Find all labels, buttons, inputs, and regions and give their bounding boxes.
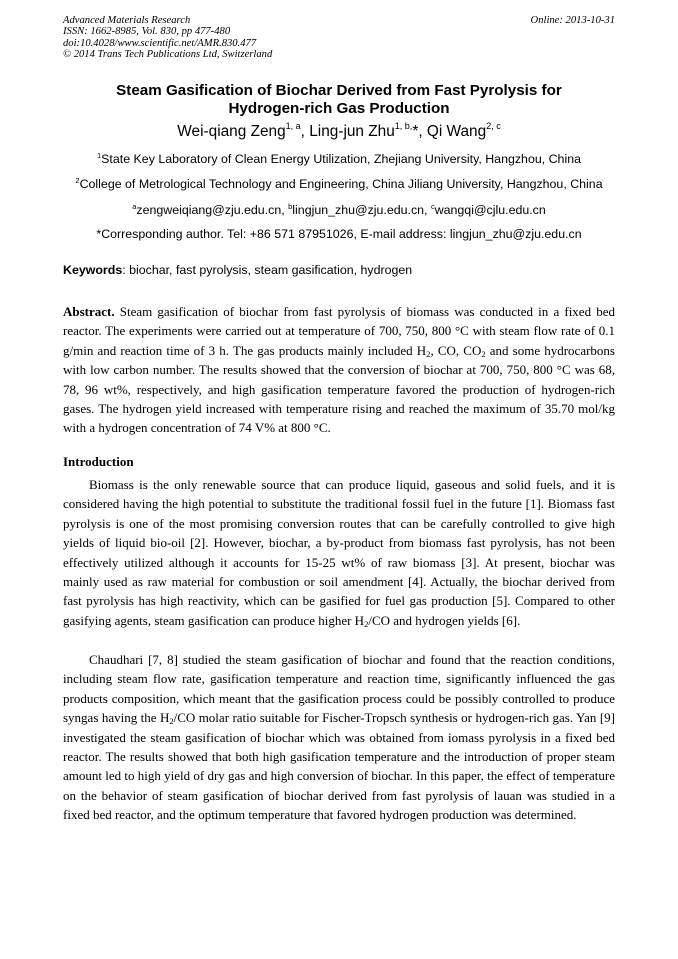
title-line-2: Hydrogen-rich Gas Production [228, 100, 450, 117]
author-name: Ling-jun Zhu [309, 123, 395, 140]
paragraph-text: /CO molar ratio suitable for Fischer-Tropsch synthesis or hydrogen-rich gas. Yan [9] investigated the steam gasification of biochar which was obtained from iomass pyrolysis in a fixed bed reactor. The results showed that both high gasification temperature and the introduction of proper steam amount led to high yield of dry gas and high conversion of biochar. In this paper, the effect of temperature on the behavior of steam gasification of biochar derived from fast pyrolysis of lauan was studied in a fixed bed reactor, and the optimum temperature that favored hydrogen production was determined. [63, 710, 615, 823]
author-separator: , [418, 123, 427, 140]
abstract-text: Steam gasification of biochar from fast pyrolysis of biomass was conducted in a fixed bed reactor. The experiments were carried out at temperature of 700, 750, 800 °C with steam flow rate of 0.1 g/min and reaction time of 3 h. The gas products mainly included H [63, 304, 615, 358]
affiliation-superscript: 2 [75, 176, 80, 185]
paragraph-text: Biomass is the only renewable source that can produce liquid, gaseous and solid fuels, and it is considered having the high potential to substitute the traditional fossil fuel in the future [1]. Biomass fast pyrolysis is one of the most promising conversion routes that can be carefully controlled to give high yields of liquid bio-oil [2]. However, biochar, a by-product from biomass fast pyrolysis, has not been effectively utilized although it accounts for 15-25 wt% of raw biomass [3]. At present, biochar was mainly used as raw material for combustion or soil amendment [4]. Actually, the biochar derived from fast pyrolysis has high reactivity, which can be gasified for fuel gas production [5]. Compared to other gasifying agents, steam gasification can produce higher H [63, 477, 615, 628]
email-superscript: c [430, 202, 435, 211]
subscript: 2 [426, 348, 431, 359]
doi-line: doi:10.4028/www.scientific.net/AMR.830.477 [63, 37, 257, 49]
author-name: Wei-qiang Zeng [177, 123, 286, 140]
intro-paragraph-1 [63, 475, 615, 630]
journal-name: Advanced Materials Research [63, 15, 191, 26]
affiliation-superscript: 1 [97, 151, 102, 160]
affiliation-2 [63, 177, 615, 192]
keywords-text: : biochar, fast pyrolysis, steam gasification, hydrogen [122, 263, 413, 277]
abstract-label: Abstract. [63, 304, 115, 319]
keywords-label: Keywords [63, 263, 123, 277]
email-line [63, 203, 615, 218]
affiliation-1 [63, 152, 615, 167]
abstract-text: , CO, CO [430, 342, 482, 358]
online-date: Online: 2013-10-31 [530, 15, 615, 26]
email-superscript: b [288, 202, 293, 211]
corresponding-star: * [412, 123, 419, 140]
email-link[interactable]: lingjun_zhu@zju.edu.cn, [292, 203, 431, 217]
author-separator: , [300, 123, 310, 140]
corresponding-author: *Corresponding author. Tel: +86 571 87951026, E-mail address: lingjun_zhu@zju.edu.cn [96, 227, 582, 241]
author-list [63, 123, 615, 141]
issn-line: ISSN: 1662-8985, Vol. 830, pp 477-480 [63, 26, 231, 38]
subscript: 2 [169, 716, 174, 727]
author-superscript: 2, c [486, 121, 501, 131]
email-link[interactable]: wangqi@cjlu.edu.cn [434, 203, 546, 217]
affiliation-text: College of Metrological Technology and Engineering, China Jiliang University, Hangzhou, China [79, 177, 603, 191]
abstract-text: and some hydrocarbons with low carbon number. The results showed that the conversion of biochar at 700, 750, 800 °C was 68, 78, 96 wt%, respectively, and high gasification temperature favored the production of hydrogen-rich gases. The hydrogen yield increased with temperature rising and reached the maximum of 35.70 mol/kg with a hydrogen concentration of 74 V% at 800 °C. [63, 342, 615, 436]
title-line-1: Steam Gasification of Biochar Derived from Fast Pyrolysis for [116, 82, 562, 99]
copyright-line: © 2014 Trans Tech Publications Ltd, Switzerland [63, 49, 273, 61]
author-name: Qi Wang [426, 123, 487, 140]
intro-paragraph-2 [63, 650, 615, 825]
subscript: 2 [364, 618, 369, 629]
author-superscript: 1, b, [394, 121, 413, 131]
keywords-line [63, 263, 615, 278]
journal-header [63, 15, 615, 61]
author-superscript: 1, a [285, 121, 301, 131]
paper-title [63, 82, 615, 118]
paragraph-text: Chaudhari [7, 8] studied the steam gasification of biochar and found that the reaction conditions, including steam flow rate, gasification temperature and reaction time, significantly influenced the gas products composition, which meant that the gasification process could be possibly controlled to produce syngas having the H [63, 652, 615, 726]
email-superscript: a [132, 202, 137, 211]
abstract-paragraph [63, 302, 615, 438]
email-link[interactable]: zengweiqiang@zju.edu.cn, [136, 203, 289, 217]
affiliation-text: State Key Laboratory of Clean Energy Utilization, Zhejiang University, Hangzhou, China [101, 152, 581, 166]
section-heading-introduction: Introduction [63, 454, 134, 469]
subscript: 2 [481, 348, 486, 359]
paragraph-text: /CO and hydrogen yields [6]. [368, 612, 521, 628]
